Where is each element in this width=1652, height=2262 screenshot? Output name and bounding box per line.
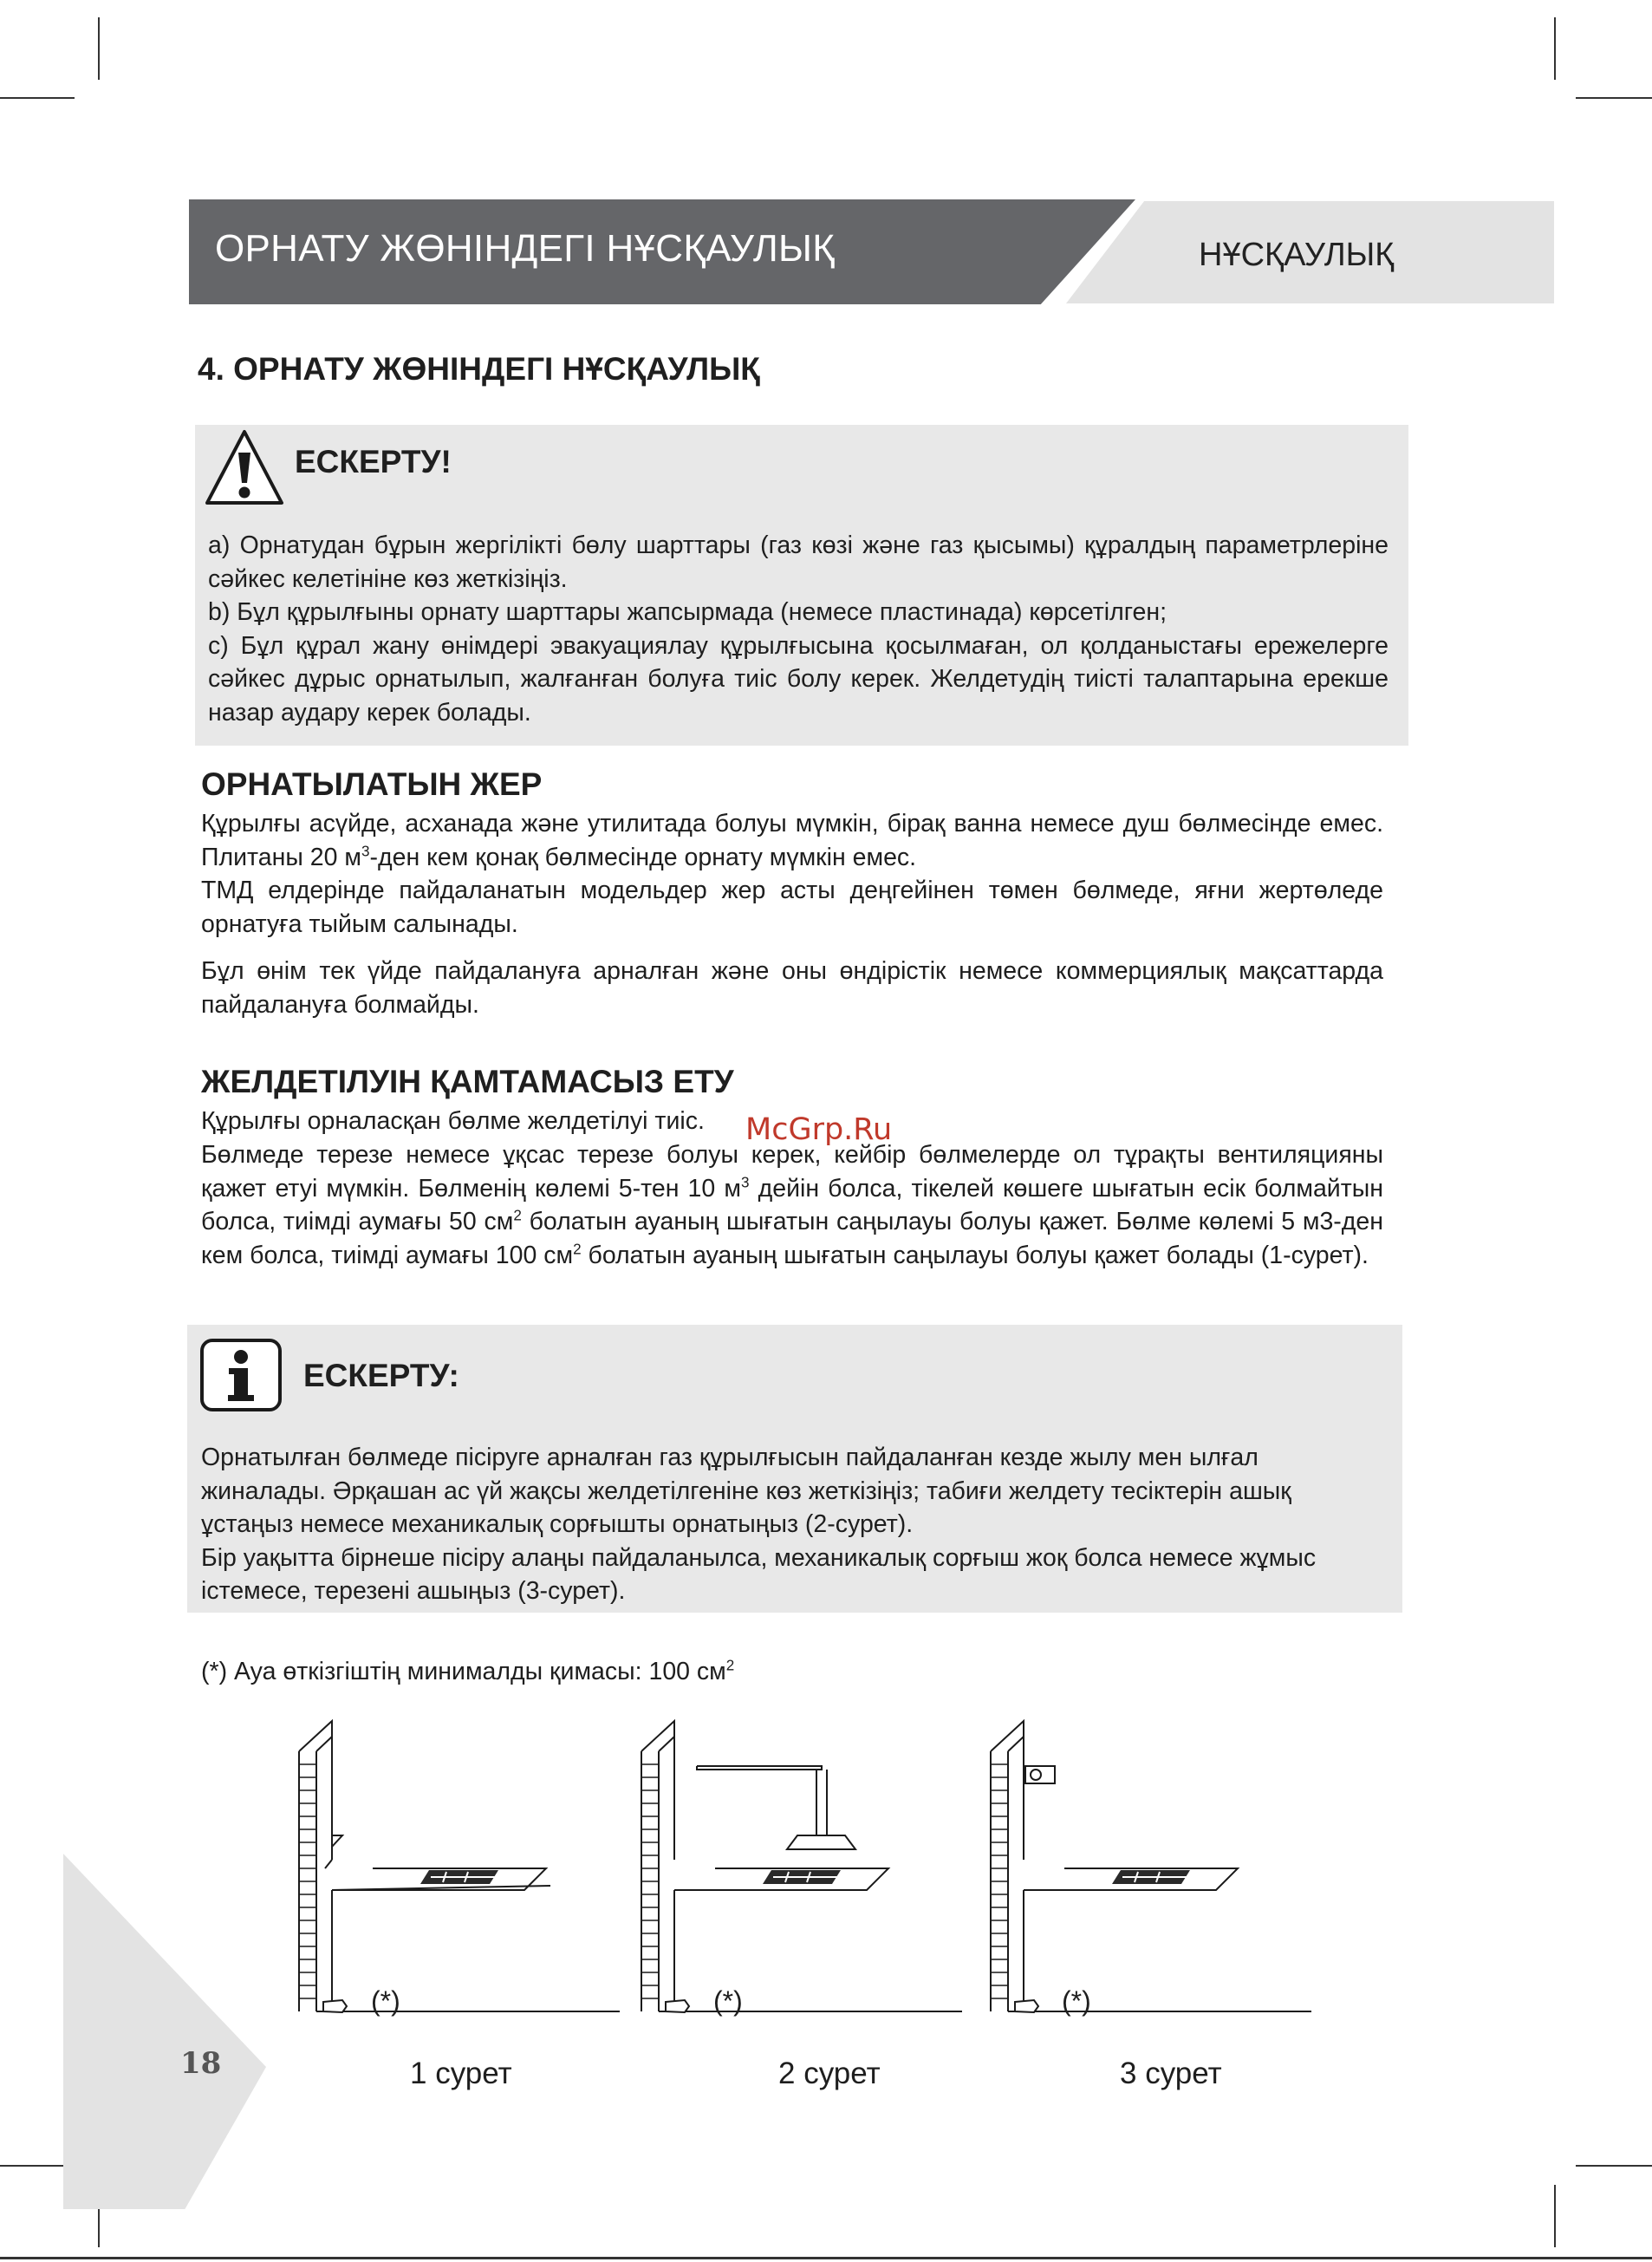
warning-item-c: c) Бұл құрал жану өнімдері эвакуациялау құрылғысына қосылмаған, ол қолданыстағы ережелерге сәйкес дұрыс орнатылып, жалғанған болуға тиіс болу керек. Желдетудің тиісті талаптарына ерекше назар аудару керек болады. [208,631,1389,727]
crop-mark [1576,97,1652,99]
ventilation-line-1: Құрылғы орналасқан бөлме желдетілуі тиіс. [201,1107,705,1135]
section-title: 4. ОРНАТУ ЖӨНІНДЕГІ НҰСҚАУЛЫҚ [198,351,760,387]
location-text [201,807,1383,1021]
location-paragraph-2: ТМД елдерінде пайдаланатын модельдер жер асты деңгейінен төмен бөлмеде, яғни жертөледе орнатуға тыйым салынады. [201,877,1383,938]
figure-2-vent-label: (*) [713,1985,743,2017]
page-number: 18 [180,2046,222,2081]
watermark: McGrp.Ru [745,1112,893,1147]
ventilation-heading: ЖЕЛДЕТІЛУІН ҚАМТАМАСЫЗ ЕТУ [201,1064,734,1099]
note-title: ЕСКЕРТУ: [303,1358,459,1393]
warning-item-a: a) Орнатудан бұрын жергілікті бөлу шарттары (газ көзі және газ қысымы) құралдың параметрлеріне сәйкес келетініне көз жеткізіңіз. [208,531,1389,593]
page-corner-decoration [63,1854,266,2209]
warning-triangle-icon [204,428,285,508]
note-text [201,1441,1389,1608]
ventilation-paragraph: Бөлмеде терезе немесе ұқсас терезе болуы керек, кейбір бөлмелерде ол тұрақты вентиляцияны қажет етуі мүмкін. Бөлменің көлемі 5-тен 10 $м^3$ дейін болса, тікелей көшеге шығатын есік болмайтын болса, тиімді аумағы 50 $см^2$ болатын ауаның шығатын саңылауы болуы қажет. Бөлме көлемі 5 м3-ден кем болса, тиімді аумағы 100 $см^2$ болатын ауаның шығатын саңылауы болуы қажет болады (1-сурет). [201,1141,1384,1269]
warning-title: ЕСКЕРТУ! [295,444,452,479]
figure-3-caption: 3 сурет [1120,2057,1222,2090]
crop-mark [1554,2185,1556,2247]
crop-mark [1576,2165,1652,2167]
footnote: (*) Ауа өткізгіштің минималды қимасы: 100 $см^2$ [201,1657,735,1685]
figure-3-vent-label: (*) [1062,1985,1091,2017]
info-icon [199,1338,283,1412]
bottom-rule [0,2257,1652,2259]
note-paragraph-1: Орнатылған бөлмеде пісіруге арналған газ құрылғысын пайдаланған кезде жылу мен ылғал жиналады. Әрқашан ас үй жақсы желдетілгеніне көз жеткізіңіз; табиғи желдету тесіктерін ашық ұстаңыз немесе механикалық сорғышты орнатыңыз (2-сурет). [201,1444,1291,1538]
figure-3-illustration [982,1712,1320,2024]
figure-2-caption: 2 сурет [778,2057,881,2090]
location-heading: ОРНАТЫЛАТЫН ЖЕР [201,766,543,802]
figure-1-illustration [290,1712,628,2024]
crop-mark [98,17,100,80]
header-title: ОРНАТУ ЖӨНІНДЕГІ НҰСҚАУЛЫҚ [215,227,836,270]
figure-1-vent-label: (*) [371,1985,400,2017]
header-tab-label: НҰСҚАУЛЫҚ [1199,237,1395,273]
warning-item-b: b) Бұл құрылғыны орнату шарттары жапсырмада (немесе пластинада) көрсетілген; [208,598,1167,626]
location-paragraph-1: Құрылғы асүйде, асханада және утилитада болуы мүмкін, бірақ ванна немесе душ бөлмесінде емес. Плитаны 20 $м^3$-ден кем қонақ бөлмесінде орнату мүмкін емес. [201,810,1383,871]
crop-mark [1554,17,1556,80]
location-paragraph-3: Бұл өнім тек үйде пайдалануға арналған және оны өндірістік немесе коммерциялық мақсаттарда пайдалануға болмайды. [201,957,1383,1019]
figure-1-caption: 1 сурет [410,2057,512,2090]
crop-mark [0,97,75,99]
warning-text [208,529,1389,729]
note-paragraph-2: Бір уақытта бірнеше пісіру алаңы пайдаланылса, механикалық сорғыш жоқ болса немесе жұмыс істемесе, терезені ашыңыз (3-сурет). [201,1543,1317,1605]
figure-2-illustration [633,1712,971,2024]
